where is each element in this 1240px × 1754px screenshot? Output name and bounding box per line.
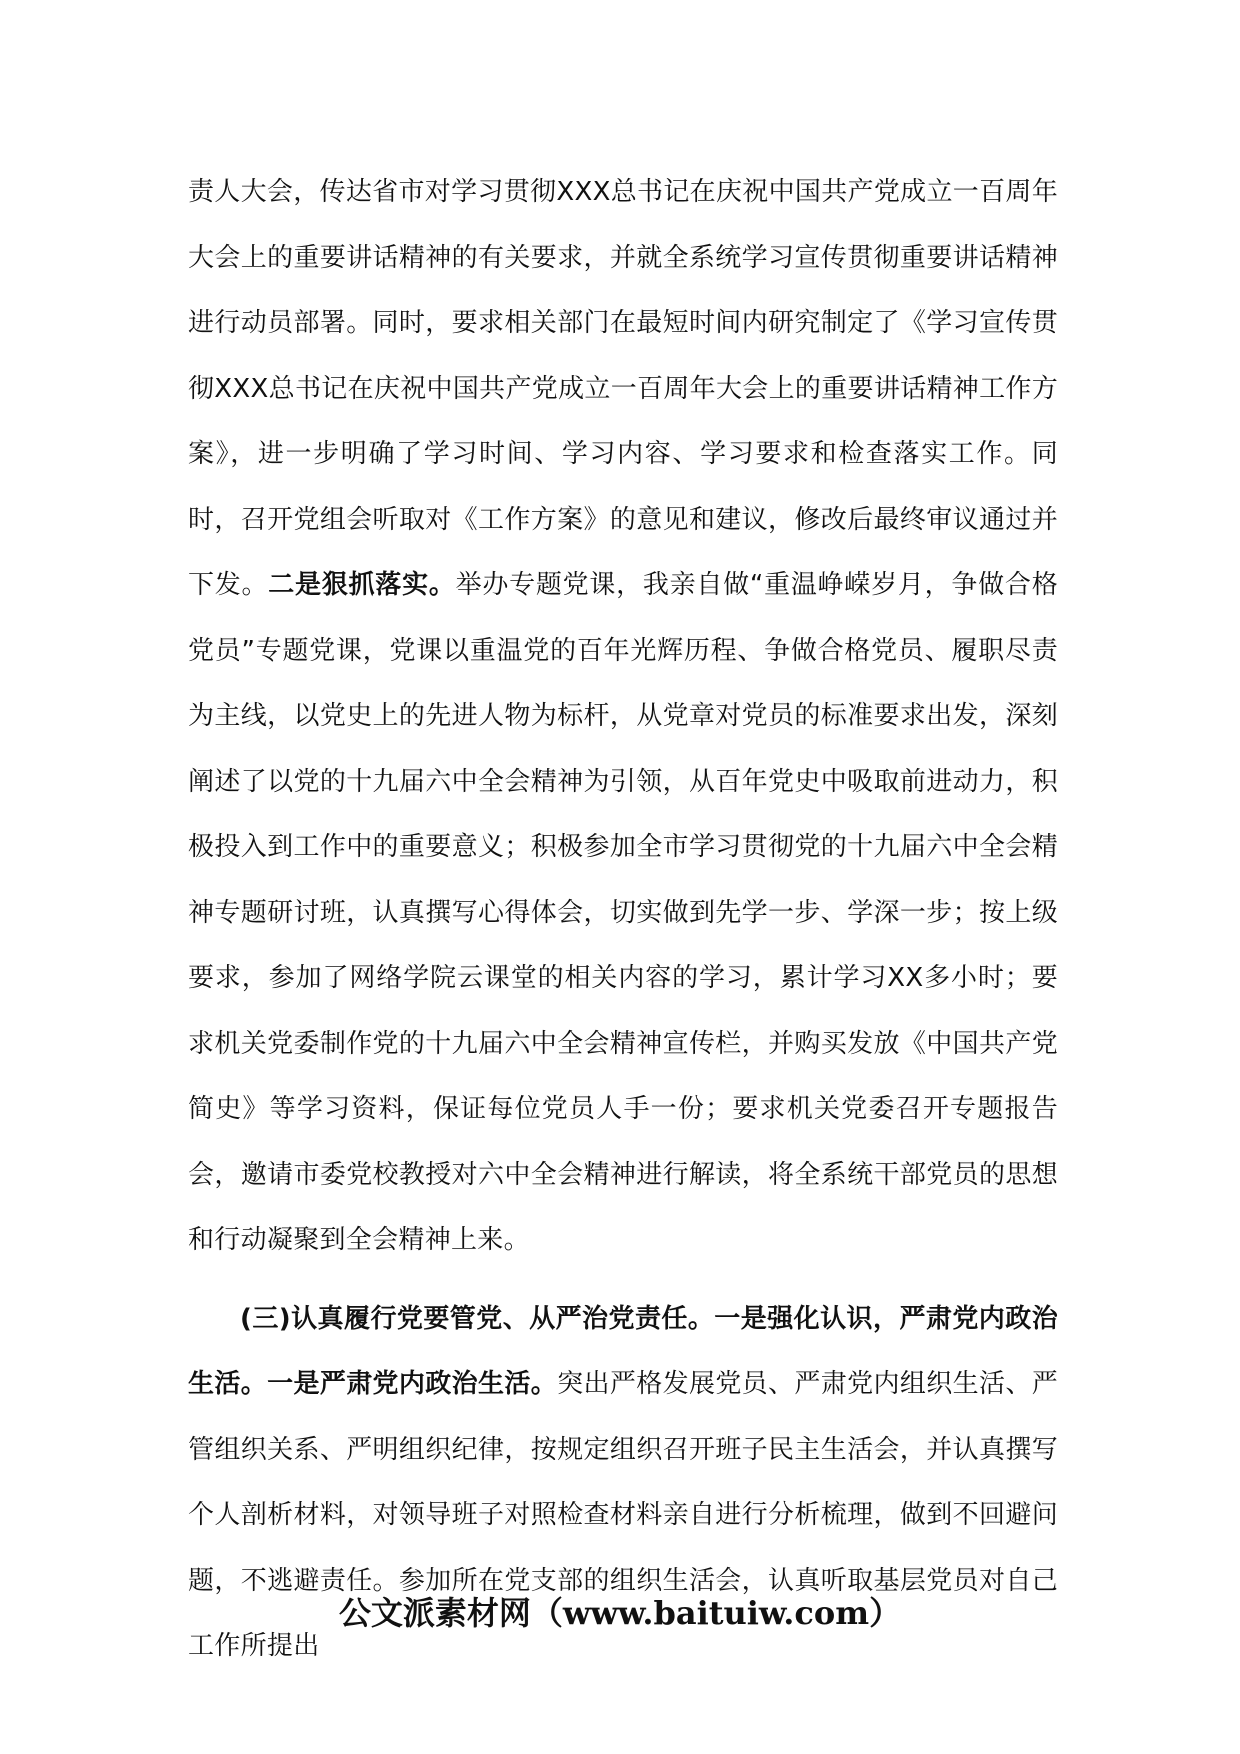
footer-watermark: 公文派素材网（www.baituiw.com） — [338, 1594, 902, 1632]
document-body — [188, 160, 1058, 1680]
paragraph-1-bold-heading: 二是狠抓落实。 — [268, 570, 456, 600]
paragraph-1-rest-text: 举办专题党课，我亲自做“重温峥嵘岁月，争做合格党员”专题党课，党课以重温党的百年光辉历程、争做合格党员、履职尽责为主线，以党史上的先进人物为标杆，从党章对党员的标准要求出发，深刻阐述了以党的十九届六中全会精神为引领，从百年党史中吸取前进动力，积极投入到工作中的重要意义；积极参加全市学习贯彻党的十九届六中全会精神专题研讨班，认真撰写心得体会，切实做到先学一步、学深一步；按上级要求，参加了网络学院云课堂的相关内容的学习，累计学习XX多小时；要求机关党委制作党的十九届六中全会精神宣传栏，并购买发放《中国共产党简史》等学习资料，保证每位党员人手一份；要求机关党委召开专题报告会，邀请市委党校教授对六中全会精神进行解读，将全系统干部党员的思想和行动凝聚到全会精神上来。 — [188, 570, 1058, 1255]
paragraph-1-text: 责人大会，传达省市对学习贯彻XXX总书记在庆祝中国共产党成立一百周年大会上的重要讲话精神的有关要求，并就全系统学习宣传贯彻重要讲话精神进行动员部署。同时，要求相关部门在最短时间内研究制定了《学习宣传贯彻XXX总书记在庆祝中国共产党成立一百周年大会上的重要讲话精神工作方案》，进一步明确了学习时间、学习内容、学习要求和检查落实工作。同时，召开党组会听取对《工作方案》的意见和建议，修改后最终审议通过并下发。 — [188, 177, 1058, 600]
paragraph-2-bold-heading: (三)认真履行党要管党、从严治党责任。一是强化认识，严肃党内政治生活。一是严肃党内政治生活。 — [188, 1303, 1058, 1399]
paragraph-2-rest-text: 突出严格发展党员、严肃党内组织生活、严管组织关系、严明组织纪律，按规定组织召开班子民主生活会，并认真撰写个人剖析材料，对领导班子对照检查材料亲自进行分析梳理，做到不回避问题，不逃避责任。参加所在党支部的组织生活会，认真听取基层党员对自己工作所提出 — [188, 1369, 1059, 1661]
paragraph-1 — [188, 160, 1058, 1274]
